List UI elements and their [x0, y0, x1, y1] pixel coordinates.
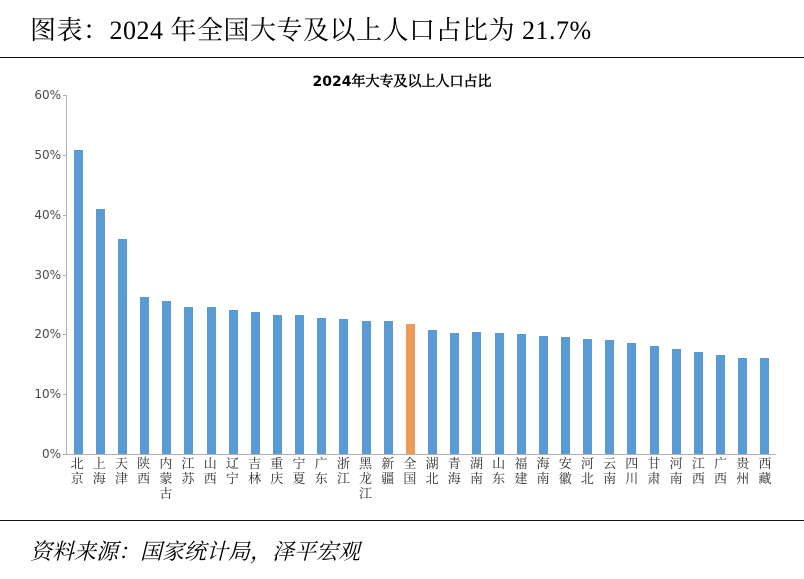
x-label-slot: [576, 457, 598, 519]
x-tick-label: 海南: [536, 457, 550, 487]
bar-slot: [156, 95, 178, 454]
bar-slot: [377, 95, 399, 454]
x-tick-label: 内蒙古: [159, 457, 173, 502]
x-label-slot: [177, 457, 199, 519]
x-tick-label: 上海: [92, 457, 106, 487]
x-tick-label: 黑龙江: [359, 457, 373, 502]
page-header: [0, 0, 804, 58]
x-tick-label: 江苏: [181, 457, 195, 487]
x-tick-label: 福建: [514, 457, 528, 487]
bar: [627, 343, 636, 454]
bar-slot: [554, 95, 576, 454]
bar-slot: [643, 95, 665, 454]
x-label-slot: [510, 457, 532, 519]
bar: [694, 352, 703, 454]
bar: [362, 321, 371, 454]
y-tick-mark: [63, 454, 67, 455]
bar: [539, 336, 548, 454]
x-tick-label: 山西: [203, 457, 217, 487]
bar-slot: [222, 95, 244, 454]
x-label-slot: [266, 457, 288, 519]
bar-slot: [754, 95, 776, 454]
bar-slot: [200, 95, 222, 454]
chart-container: [0, 59, 804, 520]
x-tick-label: 贵州: [736, 457, 750, 487]
bar: [561, 337, 570, 454]
bar-slot: [311, 95, 333, 454]
bar-slot: [532, 95, 554, 454]
bar: [517, 334, 526, 454]
x-label-slot: [488, 457, 510, 519]
x-tick-label: 甘肃: [647, 457, 661, 487]
x-tick-label: 陕西: [137, 457, 151, 487]
bar: [495, 333, 504, 454]
x-tick-label: 山东: [492, 457, 506, 487]
bar-slot: [599, 95, 621, 454]
bar: [716, 355, 725, 454]
bar: [118, 239, 127, 454]
x-label-slot: [88, 457, 110, 519]
y-tick-label: 40%: [34, 207, 61, 222]
x-label-slot: [599, 457, 621, 519]
bar: [184, 307, 193, 454]
bar: [760, 358, 769, 454]
x-tick-label: 四川: [625, 457, 639, 487]
bar-slot: [289, 95, 311, 454]
x-tick-label: 天津: [114, 457, 128, 487]
bar: [74, 150, 83, 454]
x-label-slot: [199, 457, 221, 519]
x-label-slot: [66, 457, 88, 519]
x-tick-label: 辽宁: [225, 457, 239, 487]
x-tick-label: 宁夏: [292, 457, 306, 487]
bar-slot: [333, 95, 355, 454]
x-label-slot: [310, 457, 332, 519]
bar-series: [67, 95, 776, 454]
bar-slot: [488, 95, 510, 454]
bar: [672, 349, 681, 454]
x-tick-label: 全国: [403, 457, 417, 487]
x-label-slot: [110, 457, 132, 519]
page-title: 图表：2024 年全国大专及以上人口占比为 21.7%: [30, 16, 592, 45]
x-tick-label: 安徽: [558, 457, 572, 487]
bar: [229, 310, 238, 454]
y-tick-label: 50%: [34, 147, 61, 162]
bar-slot: [399, 95, 421, 454]
x-tick-label: 青海: [447, 457, 461, 487]
x-label-slot: [288, 457, 310, 519]
x-label-slot: [399, 457, 421, 519]
x-label-slot: [133, 457, 155, 519]
x-label-slot: [709, 457, 731, 519]
x-label-slot: [221, 457, 243, 519]
y-tick-label: 20%: [34, 327, 61, 342]
bar: [339, 319, 348, 454]
bar-slot: [710, 95, 732, 454]
bar-slot: [687, 95, 709, 454]
bar-slot: [621, 95, 643, 454]
x-tick-label: 重庆: [270, 457, 284, 487]
plot-area: [34, 88, 776, 461]
x-label-slot: [465, 457, 487, 519]
x-label-slot: [377, 457, 399, 519]
bar: [251, 312, 260, 454]
x-label-slot: [687, 457, 709, 519]
x-tick-label: 吉林: [248, 457, 262, 487]
bar: [96, 209, 105, 454]
bar-slot: [355, 95, 377, 454]
bar: [140, 297, 149, 454]
bar-slot: [67, 95, 89, 454]
bar-slot: [244, 95, 266, 454]
bar: [472, 332, 481, 454]
x-tick-label: 湖南: [469, 457, 483, 487]
bar-slot: [178, 95, 200, 454]
x-label-slot: [754, 457, 776, 519]
y-tick-label: 30%: [34, 267, 61, 282]
x-tick-label: 西藏: [758, 457, 772, 487]
bar-slot: [444, 95, 466, 454]
bar: [428, 330, 437, 454]
y-tick-label: 10%: [34, 387, 61, 402]
x-tick-label: 河南: [669, 457, 683, 487]
bar-slot: [422, 95, 444, 454]
bar: [738, 358, 747, 454]
x-tick-label: 浙江: [336, 457, 350, 487]
y-tick-label: 60%: [34, 88, 61, 102]
bar: [317, 318, 326, 454]
y-tick-label: 0%: [41, 447, 61, 461]
bar: [583, 339, 592, 454]
bar-slot: [133, 95, 155, 454]
x-label-slot: [421, 457, 443, 519]
bar-slot: [111, 95, 133, 454]
x-label-slot: [732, 457, 754, 519]
x-label-slot: [554, 457, 576, 519]
bar: [273, 315, 282, 454]
bar: [384, 321, 393, 454]
bar: [650, 346, 659, 454]
x-label-slot: [332, 457, 354, 519]
page-footer: [0, 520, 804, 579]
bar-slot: [89, 95, 111, 454]
x-tick-label: 河北: [580, 457, 594, 487]
x-tick-label: 云南: [603, 457, 617, 487]
x-tick-label: 新疆: [381, 457, 395, 487]
x-label-slot: [354, 457, 376, 519]
bar-slot: [266, 95, 288, 454]
bar-slot: [577, 95, 599, 454]
x-tick-label: 江西: [691, 457, 705, 487]
bar: [207, 307, 216, 454]
x-label-slot: [244, 457, 266, 519]
source-note: 资料来源：国家统计局，泽平宏观: [30, 538, 361, 564]
x-label-slot: [643, 457, 665, 519]
x-label-slot: [665, 457, 687, 519]
bar-slot: [732, 95, 754, 454]
x-label-slot: [443, 457, 465, 519]
bar-slot: [466, 95, 488, 454]
bar-slot: [665, 95, 687, 454]
x-label-slot: [155, 457, 177, 519]
x-tick-label: 湖北: [425, 457, 439, 487]
x-tick-label: 北京: [70, 457, 84, 487]
bar-slot: [510, 95, 532, 454]
bar: [162, 301, 171, 454]
x-label-slot: [532, 457, 554, 519]
bar: [605, 340, 614, 454]
bar: [295, 315, 304, 454]
chart-title: 2024年大专及以上人口占比: [312, 74, 492, 90]
bar: [406, 324, 415, 454]
x-label-slot: [621, 457, 643, 519]
x-tick-label: 广东: [314, 457, 328, 487]
x-tick-label: 广西: [714, 457, 728, 487]
x-axis-labels: [66, 457, 776, 519]
bar: [450, 333, 459, 454]
